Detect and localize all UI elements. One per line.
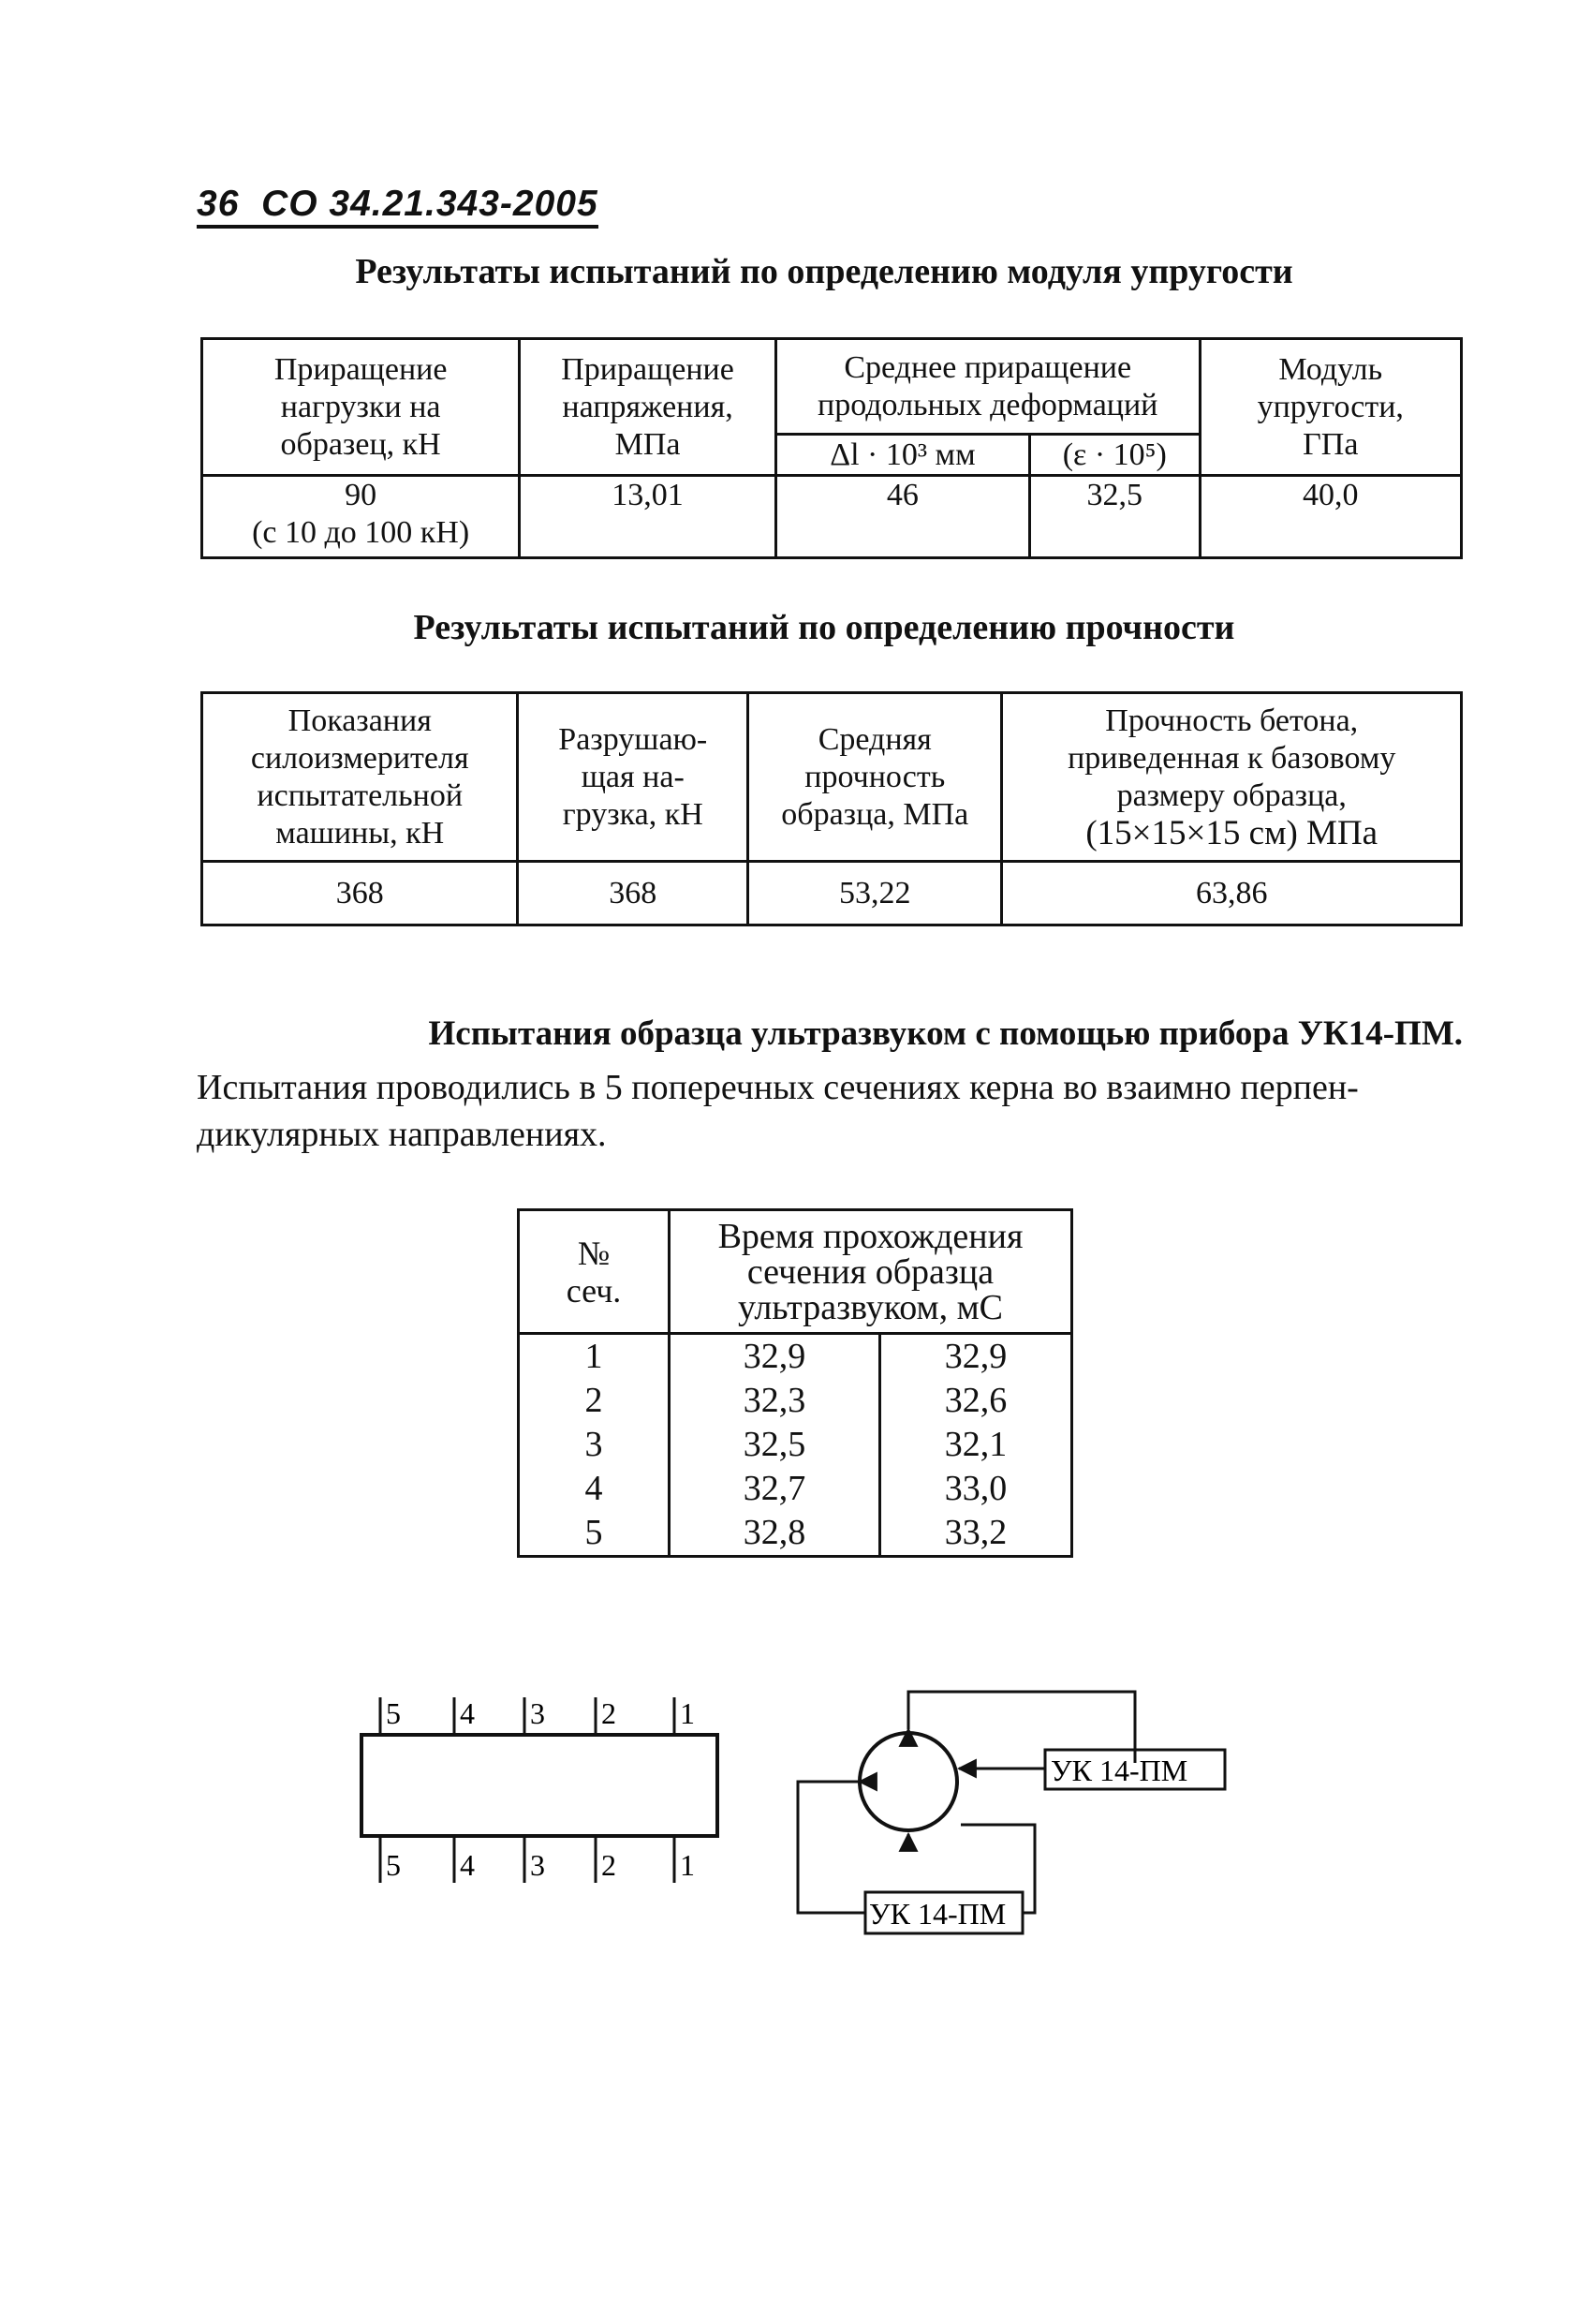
cell-breaking-load: 368 <box>518 862 748 925</box>
header-concrete-strength: Прочность бетона, приведенная к базовому размеру образца, (15×15×15 см) МПа <box>1002 693 1462 862</box>
header-breaking-load: Разрушаю- щая на- грузка, кН <box>518 693 748 862</box>
top-mark-label: 4 <box>460 1696 475 1730</box>
header-average-strain: Среднее приращение продольных деформаций <box>775 339 1200 435</box>
table-row <box>519 1511 1072 1557</box>
connection-line <box>908 1692 1135 1763</box>
ultrasound-description-line1: Испытания проводились в 5 поперечных сечениях керна во взаимно перпен- <box>197 1068 1359 1107</box>
section-title-elastic-modulus: Результаты испытаний по определению модуля упругости <box>355 252 1293 291</box>
cell-stress-increment: 13,01 <box>520 476 776 558</box>
time-value-a: 32,3 <box>670 1379 880 1423</box>
time-value-b: 32,9 <box>879 1334 1071 1380</box>
table-row <box>519 1379 1072 1423</box>
document-code: СО 34.21.343-2005 <box>261 184 598 224</box>
cell-strain-epsilon: 32,5 <box>1030 476 1201 558</box>
time-value-a: 32,9 <box>670 1334 880 1380</box>
header-strain-delta-l: Δl · 10³ мм <box>775 435 1029 476</box>
table-row <box>519 1467 1072 1511</box>
top-mark-label: 1 <box>680 1696 695 1730</box>
page-header <box>197 184 598 229</box>
time-value-a: 32,5 <box>670 1423 880 1467</box>
table-row <box>519 1423 1072 1467</box>
section-title-strength: Результаты испытаний по определению прочности <box>413 608 1235 647</box>
device-label-bottom: УК 14-ПМ <box>869 1897 1007 1931</box>
cell-gauge-reading: 368 <box>202 862 518 925</box>
ultrasound-description-line2: дикулярных направлениях. <box>197 1115 607 1154</box>
cell-load-increment: 90 (с 10 до 100 кН) <box>202 476 520 558</box>
time-value-b: 33,2 <box>879 1511 1071 1557</box>
header-section-number: № сеч. <box>519 1210 670 1334</box>
top-section-marks <box>380 1697 674 1735</box>
header-transit-time: Время прохождения сечения образца ультразвуком, мС <box>670 1210 1072 1334</box>
section-title-ultrasound: Испытания образца ультразвуком с помощью прибора УК14-ПМ. <box>428 1014 1463 1053</box>
header-modulus: Модуль упругости, ГПа <box>1200 339 1461 476</box>
row-number: 2 <box>519 1379 670 1423</box>
bottom-mark-label: 1 <box>680 1848 695 1882</box>
header-gauge-readings: Показания силоизмерителя испытательной машины, кН <box>202 693 518 862</box>
device-label-right: УК 14-ПМ <box>1051 1754 1188 1787</box>
core-sample-diagram <box>346 1677 740 1902</box>
header-load-increment: Приращение нагрузки на образец, кН <box>202 339 520 476</box>
bottom-section-marks <box>380 1836 674 1883</box>
bottom-mark-label: 2 <box>601 1848 616 1882</box>
row-number: 4 <box>519 1467 670 1511</box>
header-stress-increment: Приращение напряжения, МПа <box>520 339 776 476</box>
bottom-mark-label: 4 <box>460 1848 475 1882</box>
strength-table <box>200 691 1463 926</box>
time-value-a: 32,7 <box>670 1467 880 1511</box>
top-mark-label: 3 <box>530 1696 545 1730</box>
connection-line <box>798 1782 865 1913</box>
elastic-modulus-table <box>200 337 1463 559</box>
cell-concrete-strength: 63,86 <box>1002 862 1462 925</box>
row-number: 3 <box>519 1423 670 1467</box>
table-row <box>519 1334 1072 1380</box>
page-number: 36 <box>197 184 240 224</box>
header-average-strength: Средняя прочность образца, МПа <box>748 693 1002 862</box>
top-mark-label: 2 <box>601 1696 616 1730</box>
core-sample-rect <box>361 1735 717 1836</box>
ultrasound-table <box>517 1208 1073 1558</box>
time-value-b: 33,0 <box>879 1467 1071 1511</box>
core-cross-section-circle <box>860 1733 957 1830</box>
row-number: 5 <box>519 1511 670 1557</box>
bottom-mark-label: 3 <box>530 1848 545 1882</box>
time-value-a: 32,8 <box>670 1511 880 1557</box>
cell-average-strength: 53,22 <box>748 862 1002 925</box>
time-value-b: 32,1 <box>879 1423 1071 1467</box>
cell-modulus: 40,0 <box>1200 476 1461 558</box>
top-mark-label: 5 <box>386 1696 401 1730</box>
row-number: 1 <box>519 1334 670 1380</box>
cell-strain-delta-l: 46 <box>775 476 1029 558</box>
header-strain-epsilon: (ε · 10⁵) <box>1030 435 1201 476</box>
ultrasound-setup-diagram <box>787 1667 1246 1967</box>
time-value-b: 32,6 <box>879 1379 1071 1423</box>
bottom-mark-label: 5 <box>386 1848 401 1882</box>
